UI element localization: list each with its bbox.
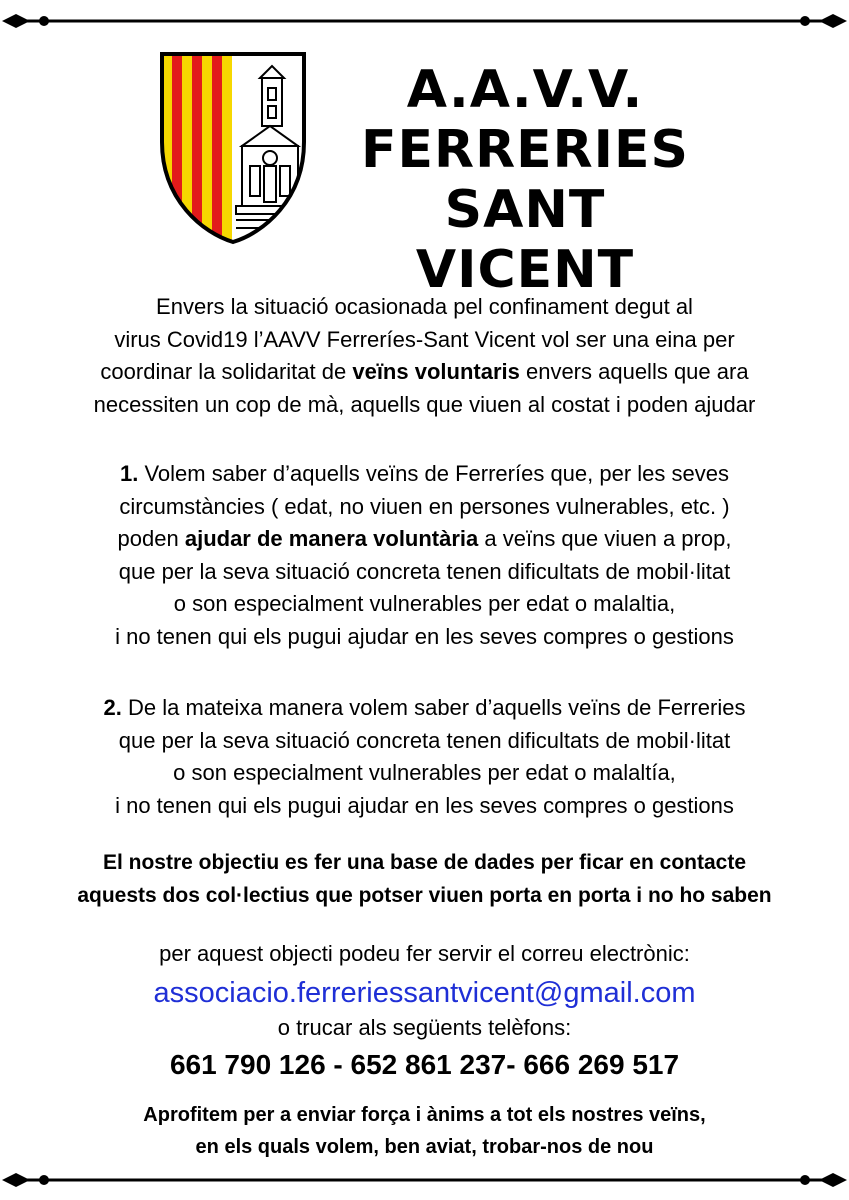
association-title <box>330 60 720 300</box>
point-line: o son especialment vulnerables per edat o malaltía, <box>173 760 676 785</box>
point-1-paragraph <box>0 458 849 653</box>
objective-line: aquests dos col·lectius que potser viuen porta en porta i no ho saben <box>77 884 772 907</box>
title-line-2: FERRERIES <box>360 120 689 180</box>
point-line: poden ajudar de manera voluntària a veïns que viuen a prop, <box>117 526 732 551</box>
point-2-paragraph <box>0 692 849 822</box>
closing-message <box>0 1099 849 1163</box>
point-line: i no tenen qui els pugui ajudar en les seves compres o gestions <box>115 792 734 818</box>
objective-paragraph <box>0 846 849 912</box>
objective-line: El nostre objectiu es fer una base de dades per ficar en contacte <box>102 851 747 874</box>
intro-line: necessiten un cop de mà, aquells que viuen al costat i poden ajudar <box>93 391 756 417</box>
point-number: 2. <box>103 695 122 720</box>
point-line: 1. Volem saber d’aquells veïns de Ferreríes que, per les seves <box>120 461 729 486</box>
bottom-ornament-rule <box>0 1165 849 1195</box>
phone-intro-text: o trucar als següents telèfons: <box>277 1015 572 1040</box>
email-intro-text: per aquest objecti podeu fer servir el correu electrònic: <box>159 941 690 966</box>
intro-line: Envers la situació ocasionada pel confinament degut al <box>156 294 693 319</box>
closing-line: Aprofitem per a enviar força i ànims a tot els nostres veïns, <box>143 1104 706 1126</box>
point-line: que per la seva situació concreta tenen dificultats de mobil·litat <box>118 558 731 584</box>
point-line: que per la seva situació concreta tenen dificultats de mobil·litat <box>118 727 731 753</box>
intro-line: coordinar la solidaritat de veïns voluntaris envers aquells que ara <box>100 359 749 384</box>
association-crest-logo <box>158 50 308 245</box>
point-line: o son especialment vulnerables per edat o malaltia, <box>173 591 676 616</box>
volunteer-neighbours-emphasis: veïns voluntaris <box>352 359 520 384</box>
title-line-3: SANT VICENT <box>415 180 635 300</box>
voluntary-help-emphasis: ajudar de manera voluntària <box>184 526 479 551</box>
point-number: 1. <box>120 461 139 486</box>
phone-numbers: 661 790 126 - 652 861 237- 666 269 517 <box>169 1049 680 1080</box>
intro-line: virus Covid19 l’AAVV Ferreríes-Sant Vicent vol ser una eina per <box>114 326 735 352</box>
title-line-1: A.A.V.V. <box>406 60 644 120</box>
point-line: circumstàncies ( edat, no viuen en persones vulnerables, etc. ) <box>119 493 730 519</box>
intro-paragraph <box>0 291 849 421</box>
closing-line: en els quals volem, ben aviat, trobar-nos de nou <box>195 1136 654 1158</box>
top-ornament-rule <box>0 6 849 36</box>
point-line: 2. De la mateixa manera volem saber d’aquells veïns de Ferreries <box>103 695 746 720</box>
point-line: i no tenen qui els pugui ajudar en les seves compres o gestions <box>115 623 734 649</box>
contact-email-link[interactable]: associacio.ferreriessantvicent@gmail.com <box>153 977 696 1009</box>
